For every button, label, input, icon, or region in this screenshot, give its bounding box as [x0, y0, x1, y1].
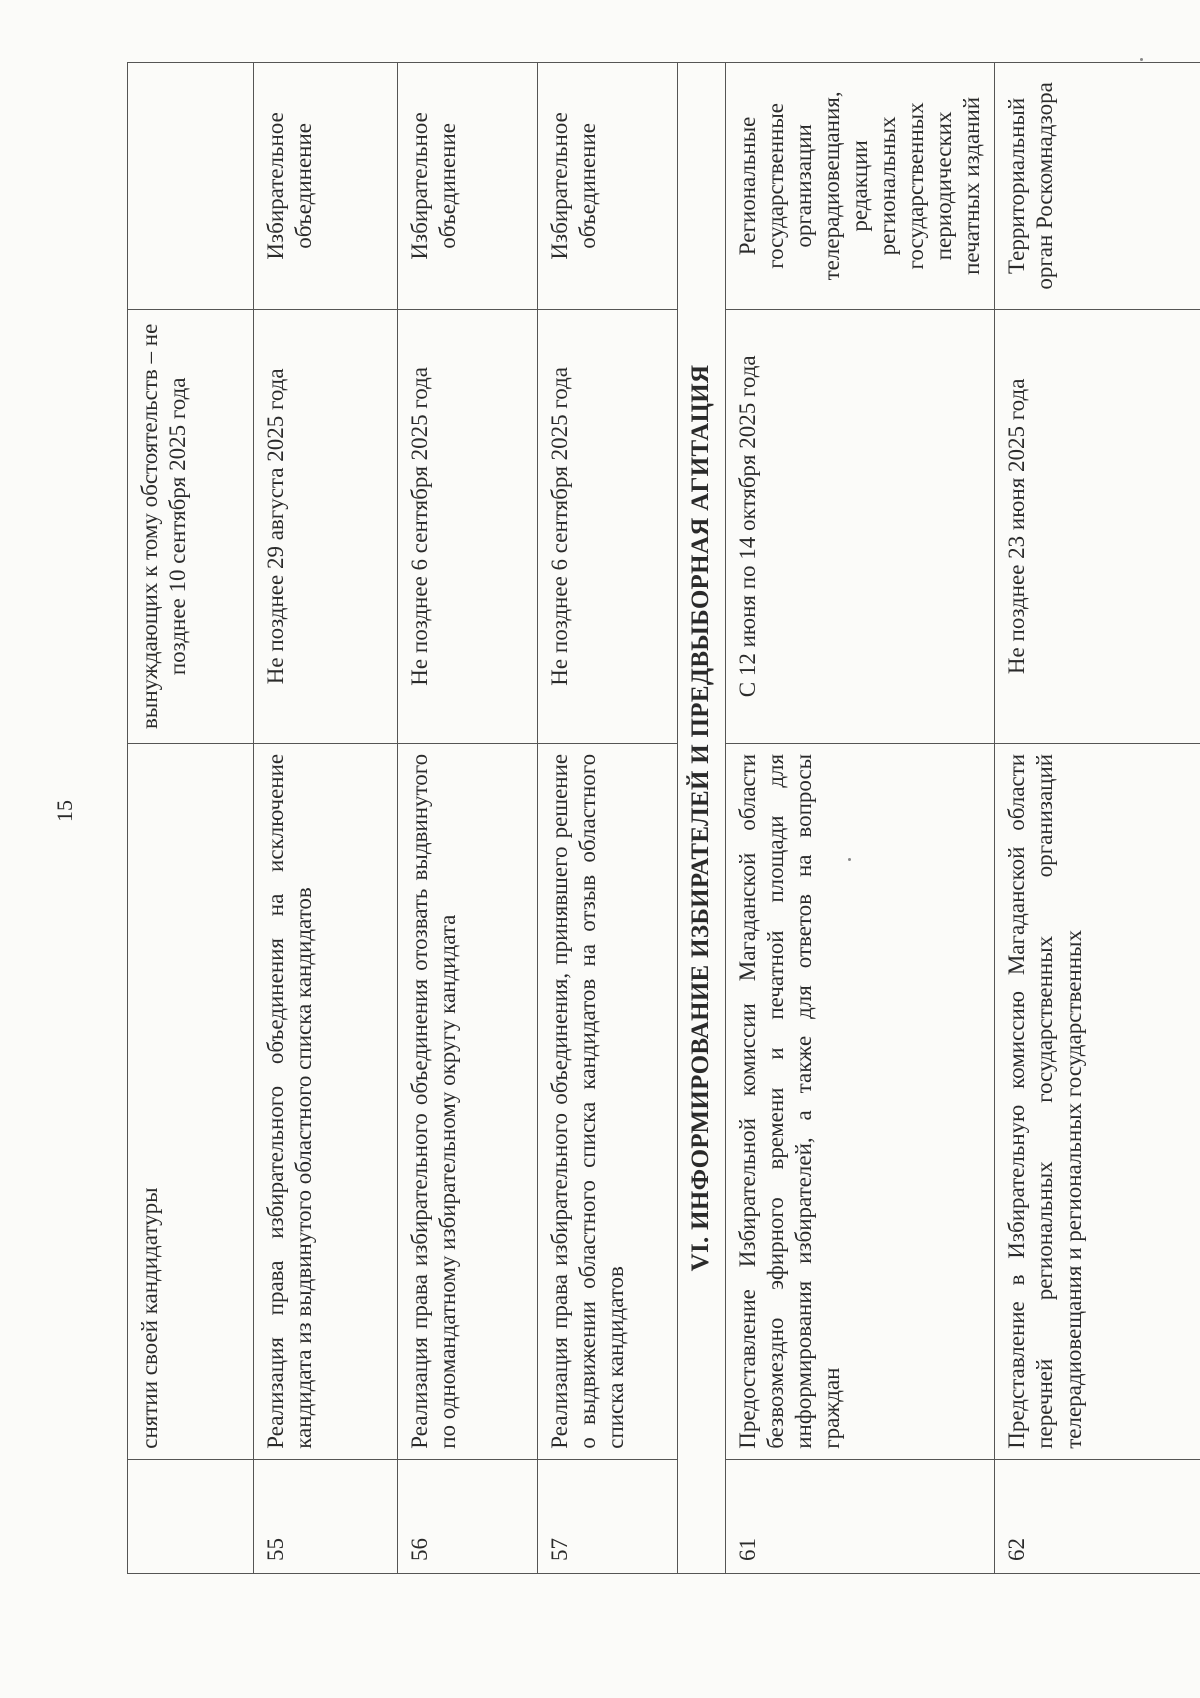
scan-speck: [1140, 58, 1143, 61]
responsible-text: Избирательное объединение: [254, 63, 398, 310]
deadline-text: вынуждающих к тому обстоятельств – не позднее 10 сентября 2025 года: [128, 309, 254, 743]
table-row: [128, 63, 254, 1574]
responsible-text: Региональные государственные организации телерадиовещания, редакции региональных государственных периодических печатных изданий: [726, 63, 995, 310]
deadline-text: Не позднее 23 июня 2025 года: [995, 309, 1200, 743]
table-row: [398, 63, 538, 1574]
event-text: снятии своей кандидатуры: [128, 743, 254, 1459]
responsible-text: Территориальный орган Роскомнадзора: [995, 63, 1200, 310]
table-row: [254, 63, 398, 1574]
responsible-text: Избирательное объединение: [398, 63, 538, 310]
event-text: Реализация права избирательного объединения, принявшего решение о выдвижении областного списка кандидатов на отзыв областного списка кандидатов: [538, 743, 678, 1459]
table-row: [726, 63, 995, 1574]
section-heading: VI. ИНФОРМИРОВАНИЕ ИЗБИРАТЕЛЕЙ И ПРЕДВЫБОРНАЯ АГИТАЦИЯ: [678, 63, 726, 1574]
event-text: Предоставление Избирательной комиссии Магаданской области безвозмездно эфирного времени и печатной площади для информирования избирателей, а также для ответов на вопросы граждан: [726, 743, 995, 1459]
row-number: 55: [254, 1459, 398, 1573]
event-text: Реализация права избирательного объединения отозвать выдвинутого по одномандатному избирательному округу кандидата: [398, 743, 538, 1459]
row-number: 62: [995, 1459, 1200, 1573]
schedule-table: [127, 62, 1200, 1574]
responsible-text: Избирательное объединение: [538, 63, 678, 310]
deadline-text: С 12 июня по 14 октября 2025 года: [726, 309, 995, 743]
section-heading-row: [678, 63, 726, 1574]
row-number: 56: [398, 1459, 538, 1573]
deadline-text: Не позднее 6 сентября 2025 года: [538, 309, 678, 743]
row-number: 61: [726, 1459, 995, 1573]
deadline-text: Не позднее 6 сентября 2025 года: [398, 309, 538, 743]
event-text: Реализация права избирательного объединения на исключение кандидата из выдвинутого областного списка кандидатов: [254, 743, 398, 1459]
row-number: 57: [538, 1459, 678, 1573]
scan-speck: [848, 858, 851, 861]
responsible-text: [128, 63, 254, 310]
table-row: [995, 63, 1200, 1574]
event-text: Представление в Избирательную комиссию Магаданской области перечней региональных государственных организаций телерадиовещания и региональных государственных: [995, 743, 1200, 1459]
deadline-text: Не позднее 29 августа 2025 года: [254, 309, 398, 743]
table-row: [538, 63, 678, 1574]
row-number: [128, 1459, 254, 1573]
schedule-table-container: [127, 62, 1119, 1574]
page-number: 15: [52, 800, 77, 822]
